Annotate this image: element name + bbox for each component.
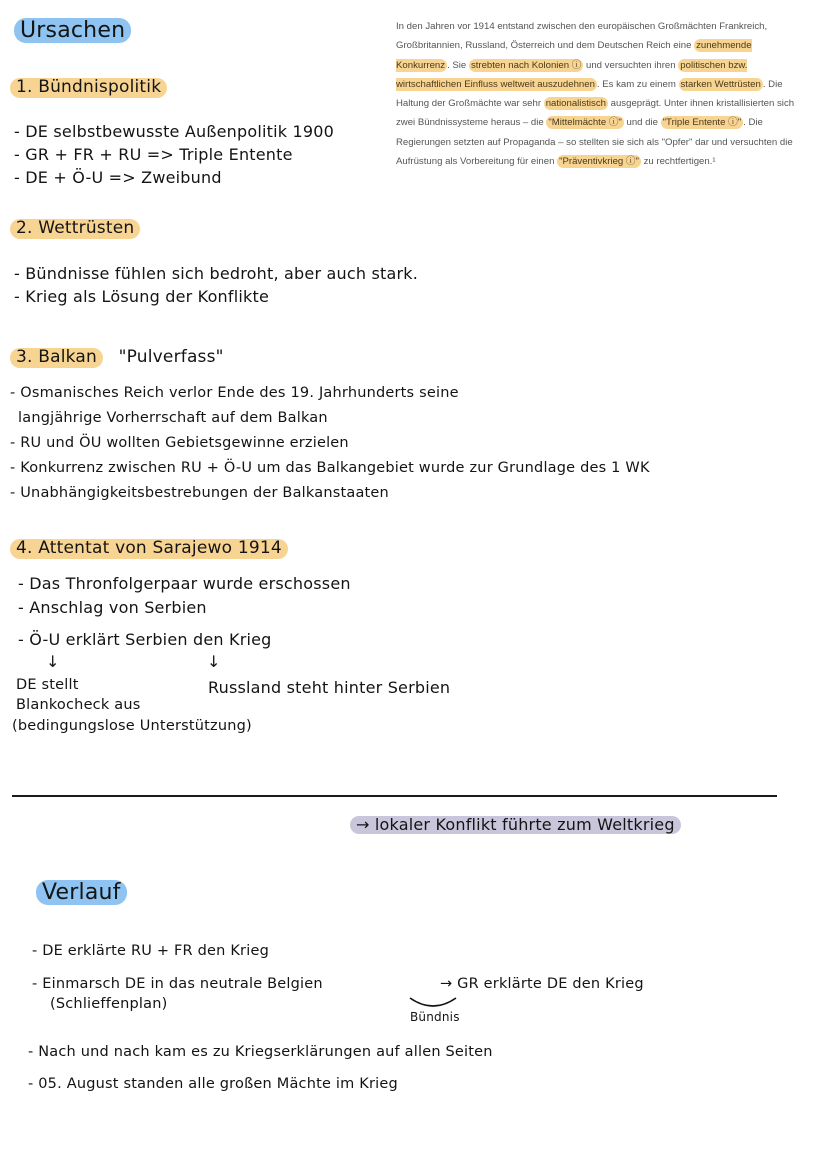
note-line: - DE selbstbewusste Außenpolitik 1900: [14, 122, 335, 141]
excerpt-text: . Sie: [447, 59, 469, 71]
note-line: → GR erklärte DE den Krieg: [440, 976, 644, 992]
branch-right-line: Russland steht hinter Serbien: [208, 678, 451, 697]
alliance-label: Bündnis: [410, 1010, 460, 1024]
highlighted-phrase: "Präventivkrieg ⓘ": [559, 156, 639, 168]
note-line: - Krieg als Lösung der Konflikte: [14, 287, 270, 306]
branch-left-line: Blankocheck aus: [16, 697, 141, 713]
highlighted-phrase: "Mittelmächte ⓘ": [548, 117, 622, 129]
highlighted-phrase: nationalistisch: [545, 98, 606, 110]
note-line: - Anschlag von Serbien: [18, 598, 207, 617]
highlighted-phrase: strebten nach Kolonien ⓘ: [470, 59, 582, 71]
alliance-arc-icon: [408, 996, 458, 1010]
note-line: - RU und ÖU wollten Gebietsgewinne erzielen: [10, 435, 349, 451]
section-subtitle: "Pulverfass": [118, 347, 224, 367]
note-line: - Ö-U erklärt Serbien den Krieg: [18, 630, 272, 649]
note-line: (Schlieffenplan): [50, 996, 168, 1012]
note-line: - Bündnisse fühlen sich bedroht, aber auch stark.: [14, 264, 419, 283]
excerpt-text: zu rechtfertigen.¹: [640, 156, 716, 168]
excerpt-text: . Die Haltung der Großmächte war sehr: [396, 78, 783, 110]
note-line: - DE erklärte RU + FR den Krieg: [32, 943, 269, 959]
note-line: - Nach und nach kam es zu Kriegserklärungen auf allen Seiten: [28, 1044, 493, 1060]
divider-line: [12, 795, 777, 797]
note-line: - Konkurrenz zwischen RU + Ö-U um das Balkangebiet wurde zur Grundlage des 1 WK: [10, 460, 650, 476]
excerpt-text: und versuchten ihren: [583, 59, 679, 71]
textbook-excerpt: [396, 17, 796, 171]
note-line: langjährige Vorherrschaft auf dem Balkan: [18, 410, 328, 426]
note-line: - Unabhängigkeitsbestrebungen der Balkanstaaten: [10, 485, 389, 501]
section-heading-arms-race: 2. Wettrüsten: [10, 218, 140, 239]
highlighted-phrase: politischen bzw. wirtschaftlichen Einfluss weltweit auszudehnen: [396, 59, 748, 90]
course-title: Verlauf: [36, 880, 127, 905]
note-line: - GR + FR + RU => Triple Entente: [14, 145, 293, 164]
excerpt-text: ausgeprägt. Unter ihnen kristallisierten sich zwei Bündnissysteme heraus – die: [396, 98, 795, 129]
branch-left-line: (bedingungslose Unterstützung): [12, 718, 252, 734]
excerpt-text: In den Jahren vor 1914 entstand zwischen den europäischen Großmächten Frankreich, Großbritannien, Russland, Österreich und dem Deutschen Reich eine: [396, 21, 768, 52]
down-arrow-icon: ↓: [46, 652, 60, 671]
down-arrow-icon: ↓: [207, 652, 221, 671]
note-line: - Das Thronfolgerpaar wurde erschossen: [18, 574, 351, 593]
section-heading-alliances: 1. Bündnispolitik: [10, 77, 167, 98]
note-line: - Einmarsch DE in das neutrale Belgien: [32, 976, 323, 992]
highlighted-phrase: starken Wettrüsten: [680, 78, 761, 90]
note-line: - 05. August standen alle großen Mächte im Krieg: [28, 1076, 398, 1092]
note-line: - DE + Ö-U => Zweibund: [14, 168, 222, 187]
causes-title: Ursachen: [14, 18, 131, 43]
section-heading-balkans: 3. Balkan "Pulverfass": [10, 347, 224, 368]
conclusion: → lokaler Konflikt führte zum Weltkrieg: [350, 815, 681, 834]
section-heading-sarajevo: 4. Attentat von Sarajewo 1914: [10, 538, 288, 559]
excerpt-text: . Die Regierungen setzten auf Propaganda – so stellten sie sich als "Opfer" dar und versuchten die Aufrüstung als Vorbereitung für einen: [396, 117, 793, 168]
highlighted-phrase: "Triple Entente ⓘ": [662, 117, 742, 129]
excerpt-text: . Es kam zu einem: [596, 78, 679, 90]
branch-left-line: DE stellt: [16, 677, 79, 693]
note-line: - Osmanisches Reich verlor Ende des 19. Jahrhunderts seine: [10, 385, 459, 401]
highlighted-phrase: zunehmende Konkurrenz: [396, 40, 752, 71]
excerpt-text: und die: [623, 117, 661, 129]
